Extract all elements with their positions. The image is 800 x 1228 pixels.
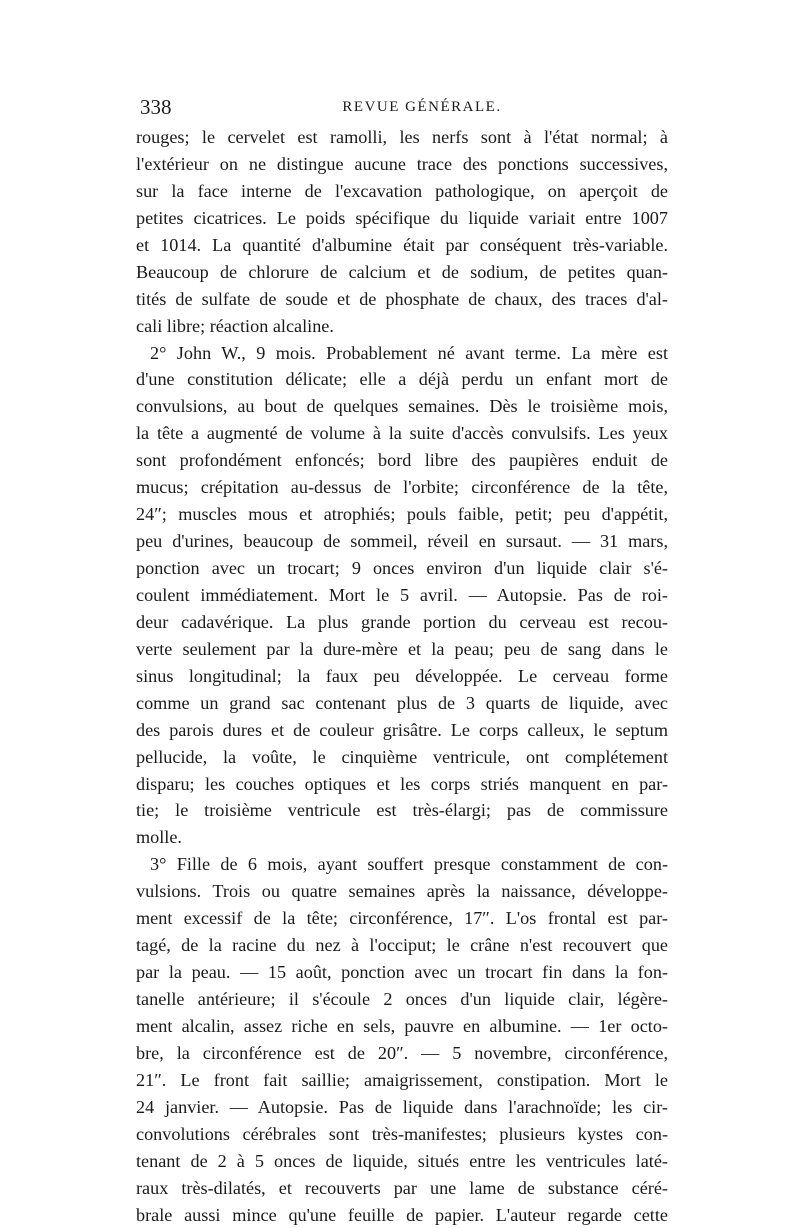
text-line: tités de sulfate de soude et de phosphate de chaux, des traces d'al- [136, 286, 668, 313]
text-line: Beaucoup de chlorure de calcium et de sodium, de petites quan- [136, 259, 668, 286]
text-line: mucus; crépitation au-dessus de l'orbite; circonférence de la tête, [136, 474, 668, 501]
text-line: 24 janvier. — Autopsie. Pas de liquide dans l'arachnoïde; les cir- [136, 1094, 668, 1121]
text-line: cali libre; réaction alcaline. [136, 313, 668, 340]
text-line: et 1014. La quantité d'albumine était par conséquent très-variable. [136, 232, 668, 259]
text-line: 21″. Le front fait saillie; amaigrissement, constipation. Mort le [136, 1067, 668, 1094]
text-line: ponction avec un trocart; 9 onces environ d'un liquide clair s'é- [136, 555, 668, 582]
text-line: 3° Fille de 6 mois, ayant souffert presque constamment de con- [136, 851, 668, 878]
text-line: la tête a augmenté de volume à la suite d'accès convulsifs. Les yeux [136, 420, 668, 447]
text-line: sinus longitudinal; la faux peu développée. Le cerveau forme [136, 663, 668, 690]
text-line: molle. [136, 824, 668, 851]
text-line: comme un grand sac contenant plus de 3 quarts de liquide, avec [136, 690, 668, 717]
text-line: convulsions, au bout de quelques semaines. Dès le troisième mois, [136, 393, 668, 420]
text-line: tenant de 2 à 5 onces de liquide, situés entre les ventricules laté- [136, 1148, 668, 1175]
text-line: verte seulement par la dure-mère et la peau; peu de sang dans le [136, 636, 668, 663]
text-line: par la peau. — 15 août, ponction avec un trocart fin dans la fon- [136, 959, 668, 986]
text-line: rouges; le cervelet est ramolli, les nerfs sont à l'état normal; à [136, 124, 668, 151]
text-line: des parois dures et de couleur grisâtre. Le corps calleux, le septum [136, 717, 668, 744]
page-header [136, 92, 668, 122]
text-line: coulent immédiatement. Mort le 5 avril. — Autopsie. Pas de roi- [136, 582, 668, 609]
book-page [136, 92, 668, 1228]
text-line: ment alcalin, assez riche en sels, pauvre en albumine. — 1er octo- [136, 1013, 668, 1040]
running-title: REVUE GÉNÉRALE. [136, 92, 668, 122]
text-line: sont profondément enfoncés; bord libre des paupières enduit de [136, 447, 668, 474]
text-line: peu d'urines, beaucoup de sommeil, réveil en sursaut. — 31 mars, [136, 528, 668, 555]
text-line: disparu; les couches optiques et les corps striés manquent en par- [136, 771, 668, 798]
page-number: 338 [140, 92, 172, 122]
text-line: pellucide, la voûte, le cinquième ventricule, ont complétement [136, 744, 668, 771]
text-line: l'extérieur on ne distingue aucune trace des ponctions successives, [136, 151, 668, 178]
text-line: 24″; muscles mous et atrophiés; pouls faible, petit; peu d'appétit, [136, 501, 668, 528]
text-line: vulsions. Trois ou quatre semaines après la naissance, développe- [136, 878, 668, 905]
text-line: tanelle antérieure; il s'écoule 2 onces d'un liquide clair, légère- [136, 986, 668, 1013]
text-line: bre, la circonférence est de 20″. — 5 novembre, circonférence, [136, 1040, 668, 1067]
text-line: d'une constitution délicate; elle a déjà perdu un enfant mort de [136, 366, 668, 393]
text-line: raux très-dilatés, et recouverts par une lame de substance céré- [136, 1175, 668, 1202]
text-line: deur cadavérique. La plus grande portion du cerveau est recou- [136, 609, 668, 636]
text-line: ment excessif de la tête; circonférence, 17″. L'os frontal est par- [136, 905, 668, 932]
text-line: sur la face interne de l'excavation pathologique, on aperçoit de [136, 178, 668, 205]
text-line: tie; le troisième ventricule est très-élargi; pas de commissure [136, 797, 668, 824]
text-line: 2° John W., 9 mois. Probablement né avant terme. La mère est [136, 340, 668, 367]
text-line: tagé, de la racine du nez à l'occiput; le crâne n'est recouvert que [136, 932, 668, 959]
text-line: brale aussi mince qu'une feuille de papier. L'auteur regarde cette [136, 1202, 668, 1228]
body-text [136, 124, 668, 1228]
text-line: convolutions cérébrales sont très-manifestes; plusieurs kystes con- [136, 1121, 668, 1148]
text-line: petites cicatrices. Le poids spécifique du liquide variait entre 1007 [136, 205, 668, 232]
